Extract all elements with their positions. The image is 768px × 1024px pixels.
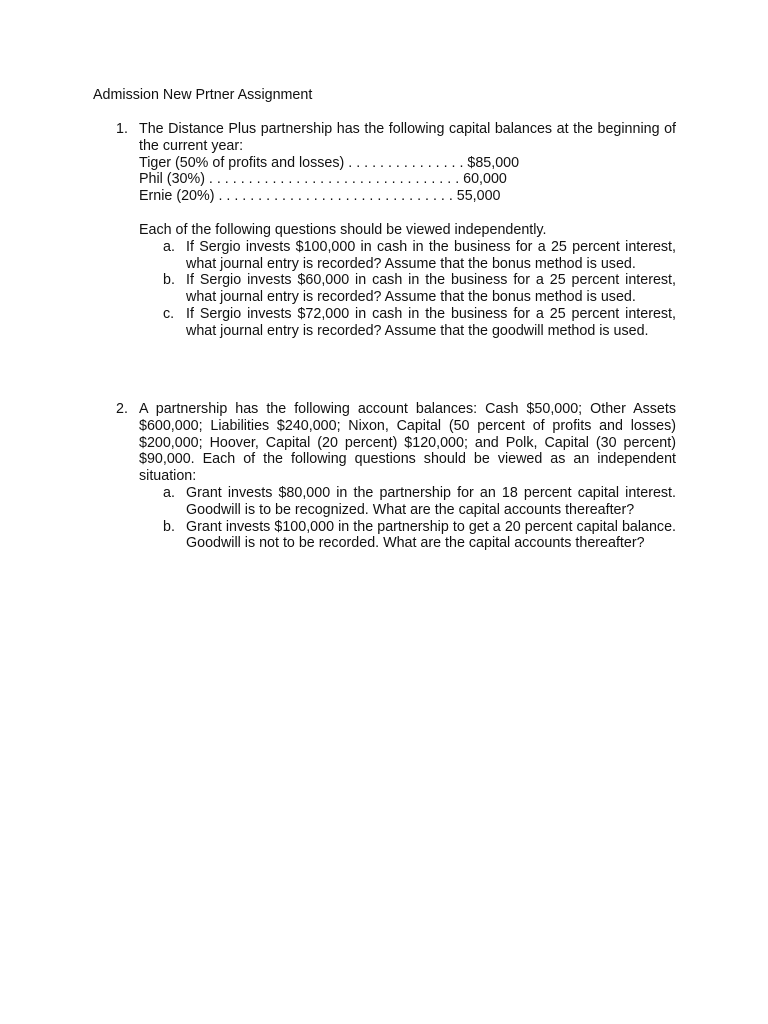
part-text: If Sergio invests $72,000 in cash in the business for a 25 percent interest, what journal entry is recorded? Assume that the goodwill method is used. bbox=[186, 305, 676, 339]
question-1-intro: The Distance Plus partnership has the following capital balances at the beginning of the current year: bbox=[139, 121, 676, 154]
part-text: If Sergio invests $60,000 in cash in the business for a 25 percent interest, what journal entry is recorded? Assume that the bonus method is used. bbox=[186, 272, 676, 306]
part-text: Grant invests $100,000 in the partnership to get a 20 percent capital balance. Goodwill is not to be recorded. What are the capital accounts thereafter? bbox=[186, 518, 676, 552]
capital-balance-phil: Phil (30%) . . . . . . . . . . . . . . . . . . . . . . . . . . . . . . . . 60,000 bbox=[139, 171, 507, 188]
question-2-part-a bbox=[163, 485, 676, 519]
part-text: If Sergio invests $100,000 in cash in the business for a 25 percent interest, what journal entry is recorded? Assume that the bonus method is used. bbox=[186, 238, 676, 272]
part-letter: b. bbox=[163, 518, 175, 535]
question-1-part-b bbox=[163, 272, 676, 306]
spacer bbox=[139, 205, 676, 222]
question-1 bbox=[116, 121, 676, 340]
part-letter: a. bbox=[163, 238, 175, 255]
question-2-body bbox=[139, 401, 676, 552]
question-2-number: 2. bbox=[116, 401, 128, 417]
question-1-body bbox=[139, 121, 676, 340]
part-letter: a. bbox=[163, 484, 175, 501]
question-1-instruction: Each of the following questions should be viewed independently. bbox=[139, 221, 547, 238]
document-title: Admission New Prtner Assignment bbox=[93, 87, 313, 103]
capital-balance-tiger: Tiger (50% of profits and losses) . . . . . . . . . . . . . . . $85,000 bbox=[139, 154, 520, 171]
part-letter: b. bbox=[163, 272, 175, 289]
question-2-part-b bbox=[163, 519, 676, 553]
part-text: Grant invests $80,000 in the partnership for an 18 percent capital interest. Goodwill is to be recognized. What are the capital accounts thereafter? bbox=[186, 484, 676, 518]
question-2 bbox=[116, 401, 676, 552]
question-1-number: 1. bbox=[116, 121, 128, 137]
part-letter: c. bbox=[163, 305, 175, 322]
question-1-part-a bbox=[163, 239, 676, 273]
question-2-intro: A partnership has the following account balances: Cash $50,000; Other Assets $600,000; Liabilities $240,000; Nixon, Capital (50 percent of profits and losses) $200,000; Hoover, Capital (20 percent) $120,000; and Polk, Capital (30 percent) $90,000. Each of the following questions should be viewed as an independent situation: bbox=[139, 401, 676, 485]
capital-balance-ernie: Ernie (20%) . . . . . . . . . . . . . . . . . . . . . . . . . . . . . . 55,000 bbox=[139, 188, 501, 205]
question-1-part-c bbox=[163, 306, 676, 340]
